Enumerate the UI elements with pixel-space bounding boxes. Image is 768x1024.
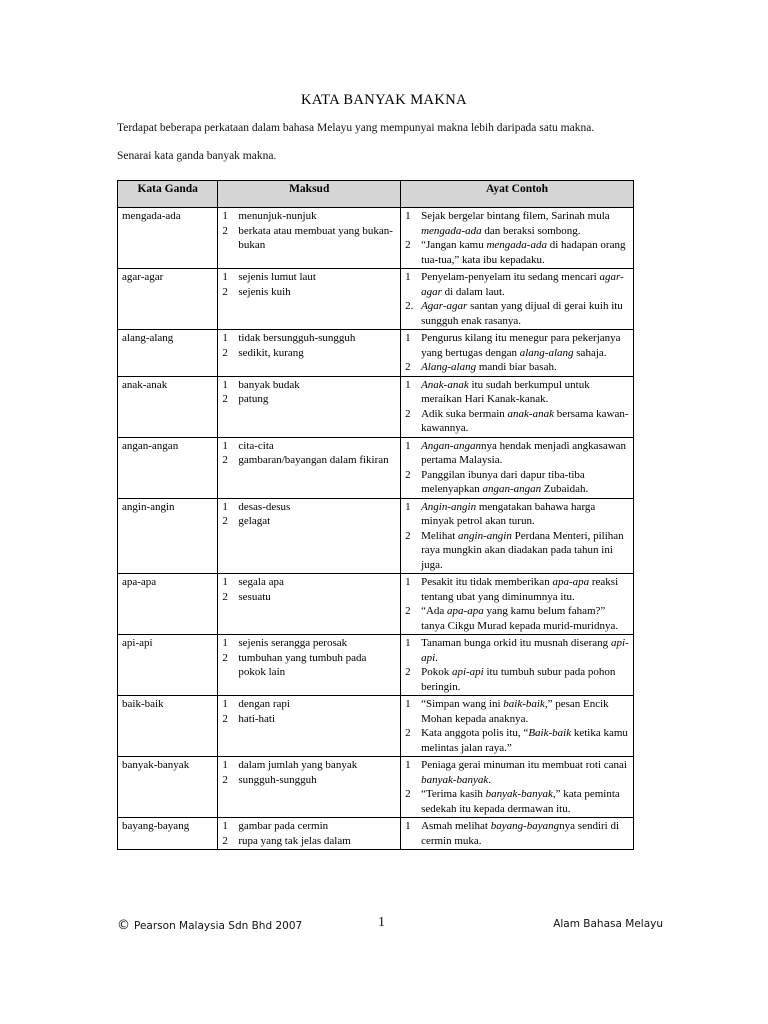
example-sentence: Penyelam-penyelam itu sedang mencari agar-agar di dalam laut. xyxy=(421,271,624,298)
item-number: 2 xyxy=(405,788,411,800)
example-sentence: “Ada apa-apa yang kamu belum faham?” tanya Cikgu Murad kepada murid-muridnya. xyxy=(421,605,619,632)
example-sentence: Anak-anak itu sudah berkumpul untuk meraikan Hari Kanak-kanak. xyxy=(421,378,590,405)
example-sentence: Panggilan ibunya dari dapur tiba-tiba melenyapkan angan-angan Zubaidah. xyxy=(421,468,589,495)
cell-ayat-contoh xyxy=(401,437,634,498)
item-number: 1 xyxy=(222,698,228,710)
meaning-text: rupa yang tak jelas dalam xyxy=(238,834,351,847)
example-item xyxy=(405,529,629,573)
example-item xyxy=(405,407,629,436)
meaning-item xyxy=(222,285,396,300)
meaning-item xyxy=(222,514,396,529)
cell-kata-ganda: baik-baik xyxy=(118,696,218,757)
example-item xyxy=(405,726,629,755)
cell-maksud xyxy=(218,818,401,850)
meaning-text: dalam jumlah yang banyak xyxy=(238,759,358,771)
meaning-text: gambaran/bayangan dalam fikiran xyxy=(238,454,389,466)
item-number: 1 xyxy=(222,759,228,771)
example-sentence: Adik suka bermain anak-anak bersama kawan-kawannya. xyxy=(421,407,629,434)
cell-maksud xyxy=(218,635,401,696)
example-item xyxy=(405,575,629,604)
item-number: 2 xyxy=(222,773,228,786)
header-kata-ganda: Kata Ganda xyxy=(118,181,218,208)
item-number: 1 xyxy=(222,271,228,283)
example-item xyxy=(405,697,629,726)
publisher-text: Pearson Malaysia Sdn Bhd 2007 xyxy=(134,920,303,932)
example-sentence: Melihat angin-angin Perdana Menteri, pilihan raya mungkin akan diadakan pada tahun ini juga. xyxy=(421,529,624,571)
cell-ayat-contoh xyxy=(401,498,634,574)
item-number: 2 xyxy=(405,666,411,678)
example-item xyxy=(405,331,629,360)
item-number: 1 xyxy=(222,820,228,832)
header-maksud: Maksud xyxy=(218,181,401,208)
meaning-item xyxy=(222,378,396,393)
cell-kata-ganda: agar-agar xyxy=(118,269,218,330)
item-number: 2 xyxy=(222,590,228,603)
example-sentence: “Terima kasih banyak-banyak,” kata peminta sedekah itu kepada dermawan itu. xyxy=(421,788,620,815)
item-number: 2 xyxy=(405,407,411,420)
example-sentence: “Jangan kamu mengada-ada di hadapan orang tua-tua,” kata ibu kepadaku. xyxy=(421,239,626,266)
meaning-text: segala apa xyxy=(238,576,284,588)
header-ayat-contoh: Ayat Contoh xyxy=(401,181,634,208)
cell-maksud xyxy=(218,269,401,330)
item-number: 2 xyxy=(222,346,228,359)
meaning-text: sesuatu xyxy=(238,590,271,603)
item-number: 1 xyxy=(405,576,411,588)
meaning-item xyxy=(222,392,396,407)
table-row xyxy=(118,498,634,574)
footer-publisher xyxy=(117,918,302,933)
item-number: 2 xyxy=(405,529,411,542)
cell-maksud xyxy=(218,696,401,757)
example-item xyxy=(405,439,629,468)
item-number: 1 xyxy=(222,637,228,649)
intro-paragraph: Terdapat beberapa perkataan dalam bahasa Melayu yang mempunyai makna lebih daripada satu makna. xyxy=(117,122,595,134)
table-row xyxy=(118,818,634,850)
meaning-text: sungguh-sungguh xyxy=(238,773,317,786)
example-item xyxy=(405,787,629,816)
example-sentence: Pesakit itu tidak memberikan apa-apa reaksi tentang ubat yang diminumnya itu. xyxy=(421,576,619,603)
meaning-text: patung xyxy=(238,393,269,405)
table-row xyxy=(118,208,634,269)
example-sentence: Pokok api-api itu tumbuh subur pada pohon beringin. xyxy=(421,666,616,693)
item-number: 1 xyxy=(405,500,411,513)
meaning-item xyxy=(222,697,396,712)
item-number: 1 xyxy=(405,637,411,649)
cell-kata-ganda: angan-angan xyxy=(118,437,218,498)
item-number: 1 xyxy=(405,332,411,344)
cell-maksud xyxy=(218,574,401,635)
footer-book-title: Alam Bahasa Melayu xyxy=(553,918,663,930)
meaning-text: hati-hati xyxy=(238,712,276,725)
table-row xyxy=(118,574,634,635)
example-item xyxy=(405,604,629,633)
meaning-item xyxy=(222,590,396,605)
table-header-row xyxy=(118,181,634,208)
item-number: 2 xyxy=(222,651,228,664)
item-number: 2 xyxy=(405,605,411,617)
table-row xyxy=(118,635,634,696)
copyright-icon: © xyxy=(117,918,130,933)
cell-kata-ganda: angin-angin xyxy=(118,498,218,574)
item-number: 2 xyxy=(222,454,228,466)
cell-ayat-contoh xyxy=(401,696,634,757)
example-item xyxy=(405,665,629,694)
item-number: 1 xyxy=(405,439,411,452)
meaning-item xyxy=(222,346,396,361)
meaning-text: banyak budak xyxy=(238,378,300,391)
example-item xyxy=(405,270,629,299)
item-number: 2 xyxy=(222,834,228,847)
cell-kata-ganda: mengada-ada xyxy=(118,208,218,269)
cell-kata-ganda: banyak-banyak xyxy=(118,757,218,818)
example-sentence: Tanaman bunga orkid itu musnah diserang api-api. xyxy=(421,637,629,664)
cell-kata-ganda: api-api xyxy=(118,635,218,696)
table-row xyxy=(118,330,634,377)
example-sentence: Pengurus kilang itu menegur para pekerjanya yang bertugas dengan alang-alang sahaja. xyxy=(421,332,621,359)
example-item xyxy=(405,378,629,407)
meaning-text: sejenis lumut laut xyxy=(238,271,316,283)
meaning-item xyxy=(222,331,396,346)
example-sentence: Angin-angin mengatakan bahawa harga minyak petrol akan turun. xyxy=(421,500,596,527)
meaning-item xyxy=(222,209,396,224)
item-number: 1 xyxy=(405,210,411,222)
meaning-item xyxy=(222,224,396,253)
example-sentence: Agar-agar santan yang dijual di gerai kuih itu sungguh enak rasanya. xyxy=(421,300,623,327)
meaning-item xyxy=(222,439,396,454)
meaning-item xyxy=(222,712,396,727)
kata-ganda-table xyxy=(117,180,634,850)
meaning-text: sedikit, kurang xyxy=(238,346,304,359)
cell-kata-ganda: apa-apa xyxy=(118,574,218,635)
example-sentence: Alang-alang mandi biar basah. xyxy=(421,361,557,373)
cell-maksud xyxy=(218,330,401,377)
meaning-text: gelagat xyxy=(238,515,271,527)
example-sentence: “Simpan wang ini baik-baik,” pesan Encik Mohan kepada anaknya. xyxy=(421,698,609,725)
cell-maksud xyxy=(218,208,401,269)
meaning-item xyxy=(222,773,396,788)
example-sentence: Sejak bergelar bintang filem, Sarinah mula mengada-ada dan beraksi sombong. xyxy=(421,210,610,237)
cell-ayat-contoh xyxy=(401,818,634,850)
item-number: 2 xyxy=(405,468,411,481)
cell-maksud xyxy=(218,757,401,818)
item-number: 2. xyxy=(405,300,414,312)
item-number: 2 xyxy=(222,285,228,298)
meaning-item xyxy=(222,500,396,515)
meaning-text: dengan rapi xyxy=(238,698,290,710)
meaning-text: sejenis serangga perosak xyxy=(238,637,348,649)
example-sentence: Angan-angannya hendak menjadi angkasawan pertama Malaysia. xyxy=(421,439,627,466)
meaning-item xyxy=(222,453,396,468)
cell-maksud xyxy=(218,376,401,437)
item-number: 2 xyxy=(222,224,228,237)
cell-maksud xyxy=(218,437,401,498)
example-item xyxy=(405,500,629,529)
meaning-item xyxy=(222,651,396,680)
meaning-item xyxy=(222,758,396,773)
cell-ayat-contoh xyxy=(401,635,634,696)
meaning-text: menunjuk-nunjuk xyxy=(238,210,317,222)
cell-ayat-contoh xyxy=(401,757,634,818)
item-number: 1 xyxy=(222,332,228,344)
example-sentence: Asmah melihat bayang-bayangnya sendiri di cermin muka. xyxy=(421,820,620,847)
item-number: 2 xyxy=(222,712,228,725)
cell-ayat-contoh xyxy=(401,208,634,269)
meaning-item xyxy=(222,636,396,651)
item-number: 1 xyxy=(405,759,411,771)
table-row xyxy=(118,376,634,437)
example-item xyxy=(405,299,629,328)
meaning-item xyxy=(222,575,396,590)
cell-maksud xyxy=(218,498,401,574)
meaning-text: cita-cita xyxy=(238,439,274,452)
table-row xyxy=(118,437,634,498)
table-row xyxy=(118,269,634,330)
page-number: 1 xyxy=(378,915,385,930)
item-number: 2 xyxy=(222,515,228,527)
example-item xyxy=(405,636,629,665)
item-number: 1 xyxy=(222,576,228,588)
meaning-text: tumbuhan yang tumbuh pada pokok lain xyxy=(238,651,367,678)
table-body xyxy=(118,208,634,850)
cell-ayat-contoh xyxy=(401,330,634,377)
item-number: 1 xyxy=(405,698,411,710)
meaning-item xyxy=(222,819,396,834)
item-number: 1 xyxy=(222,500,228,513)
meaning-text: sejenis kuih xyxy=(238,285,291,298)
example-item xyxy=(405,238,629,267)
meaning-text: berkata atau membuat yang bukan-bukan xyxy=(238,224,393,251)
table-row xyxy=(118,696,634,757)
cell-ayat-contoh xyxy=(401,269,634,330)
example-item xyxy=(405,819,629,848)
item-number: 2 xyxy=(405,239,411,251)
page-title: KATA BANYAK MAKNA xyxy=(301,92,467,108)
example-sentence: Peniaga gerai minuman itu membuat roti canai banyak-banyak. xyxy=(421,759,627,786)
cell-kata-ganda: bayang-bayang xyxy=(118,818,218,850)
item-number: 1 xyxy=(222,378,228,391)
cell-ayat-contoh xyxy=(401,376,634,437)
meaning-item xyxy=(222,270,396,285)
meaning-item xyxy=(222,834,396,849)
table-row xyxy=(118,757,634,818)
cell-kata-ganda: anak-anak xyxy=(118,376,218,437)
item-number: 2 xyxy=(405,727,411,739)
item-number: 1 xyxy=(222,439,228,452)
item-number: 1 xyxy=(222,210,228,222)
example-item xyxy=(405,209,629,238)
meaning-text: desas-desus xyxy=(238,500,291,513)
example-item xyxy=(405,468,629,497)
item-number: 1 xyxy=(405,378,411,391)
item-number: 2 xyxy=(222,393,228,405)
item-number: 2 xyxy=(405,361,411,373)
cell-ayat-contoh xyxy=(401,574,634,635)
item-number: 1 xyxy=(405,820,411,832)
example-item xyxy=(405,758,629,787)
item-number: 1 xyxy=(405,271,411,283)
meaning-text: gambar pada cermin xyxy=(238,820,329,832)
cell-kata-ganda: alang-alang xyxy=(118,330,218,377)
example-item xyxy=(405,360,629,375)
meaning-text: tidak bersungguh-sungguh xyxy=(238,332,356,344)
list-caption: Senarai kata ganda banyak makna. xyxy=(117,150,277,162)
example-sentence: Kata anggota polis itu, “Baik-baik ketika kamu melintas jalan raya.” xyxy=(421,727,628,754)
